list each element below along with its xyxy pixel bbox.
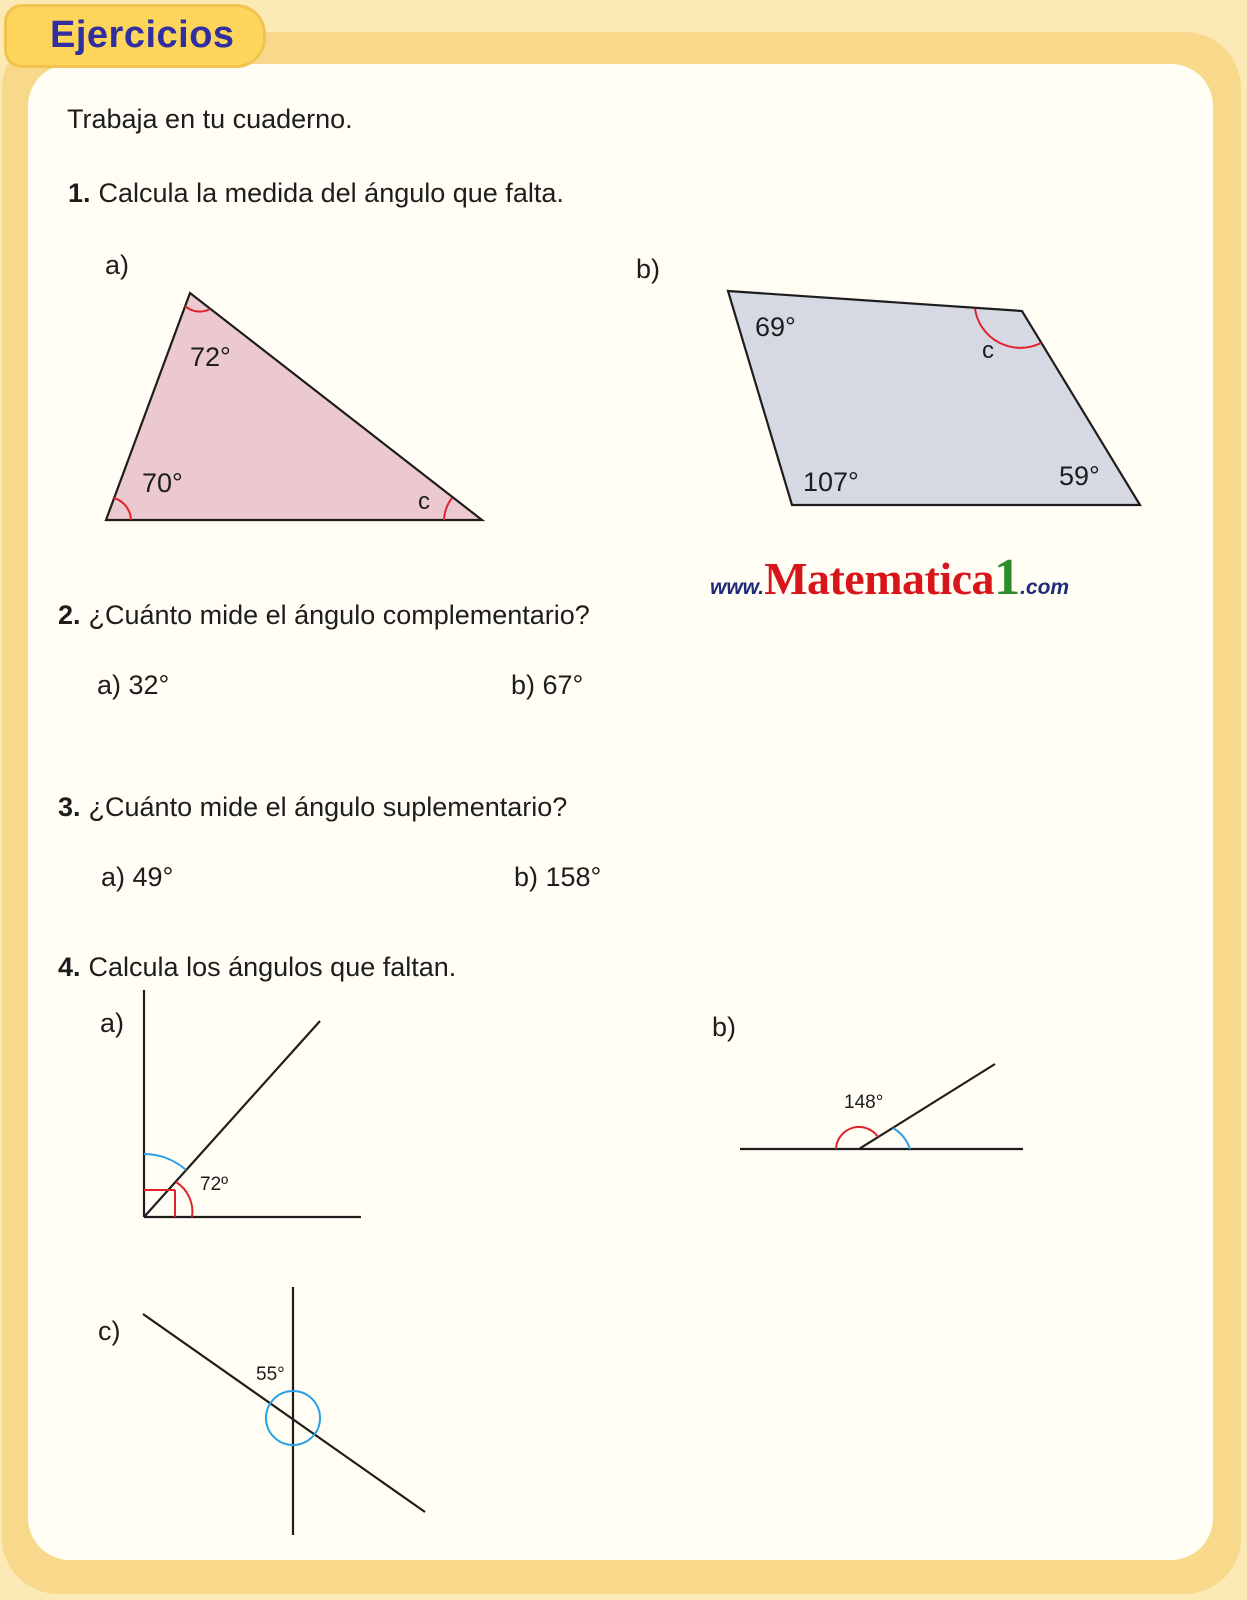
question-number: 2. (58, 600, 81, 630)
intro-text: Trabaja en tu cuaderno. (67, 104, 353, 134)
q1-a-label: a) (105, 250, 130, 280)
quad-angle-br: 59° (1059, 461, 1100, 491)
q3-option-b: b) 158° (514, 862, 602, 892)
q4a-angle-label: 72º (200, 1174, 229, 1195)
q4-b-label: b) (712, 1012, 737, 1042)
q4b-angle-label: 148° (844, 1092, 884, 1113)
page-title: Ejercicios (50, 14, 235, 56)
quad-angle-tl: 69° (755, 312, 796, 342)
triangle-angle-left: 70° (142, 468, 183, 498)
question-text: ¿Cuánto mide el ángulo complementario? (88, 600, 590, 630)
q4-a-label: a) (100, 1008, 125, 1038)
quad-unknown-c: c (982, 337, 994, 364)
q4-c-label: c) (98, 1316, 121, 1346)
triangle-unknown-c: c (418, 488, 430, 515)
question-number: 1. (68, 178, 91, 208)
question-number: 4. (58, 952, 81, 982)
quad-angle-bl: 107° (803, 467, 859, 497)
question-4 (58, 952, 456, 983)
q4a-figure (144, 990, 361, 1217)
q4c-figure (143, 1287, 425, 1535)
triangle-angle-top: 72° (190, 342, 231, 372)
question-text: ¿Cuánto mide el ángulo suplementario? (88, 792, 568, 822)
site-logo: www.Matematica1.com (710, 549, 1070, 606)
question-2 (58, 600, 590, 631)
question-text: Calcula los ángulos que faltan. (88, 952, 457, 982)
q2-option-a: a) 32° (97, 670, 170, 700)
question-text: Calcula la medida del ángulo que falta. (98, 178, 564, 208)
q2-option-b: b) 67° (511, 670, 584, 700)
question-3 (58, 792, 567, 823)
q4c-angle-label: 55° (256, 1364, 285, 1385)
question-number: 3. (58, 792, 81, 822)
q3-option-a: a) 49° (101, 862, 174, 892)
q1-b-label: b) (636, 254, 661, 284)
